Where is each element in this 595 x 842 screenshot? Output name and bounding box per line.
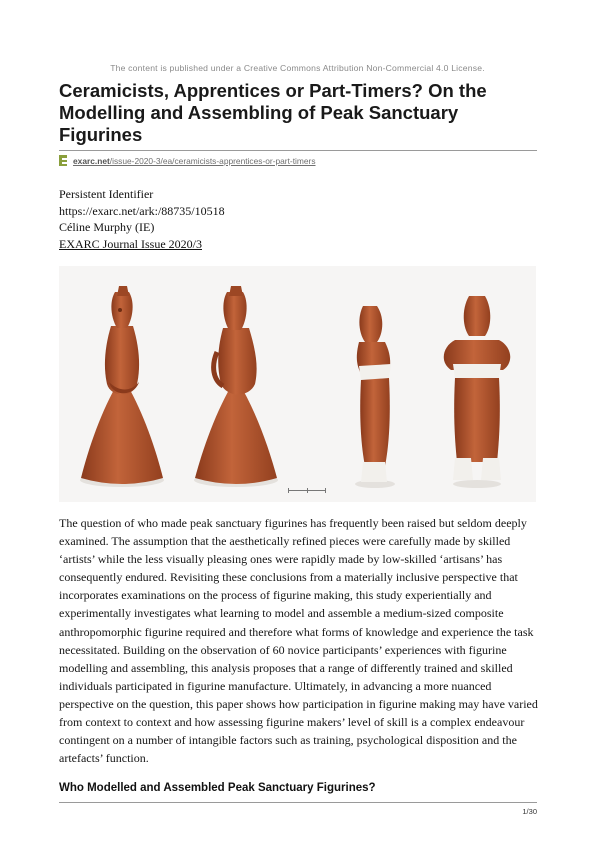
author: Céline Murphy (IE) bbox=[59, 220, 155, 234]
figurine-3 bbox=[355, 306, 395, 488]
page-number: 1/30 bbox=[522, 807, 537, 816]
url-domain: exarc.net bbox=[73, 156, 110, 166]
source-url[interactable] bbox=[73, 156, 316, 166]
figurine-photo-icon bbox=[59, 266, 536, 502]
figurine-4 bbox=[444, 296, 510, 488]
source-url-row bbox=[59, 150, 537, 169]
journal-link[interactable]: EXARC Journal Issue 2020/3 bbox=[59, 236, 202, 251]
abstract-paragraph: The question of who made peak sanctuary figurines has frequently been raised but seldom deeply examined. The assumption that the aesthetically refined pieces were carefully made by skilled ‘artists’ while the less visually pleasing ones were rapidly made by low-skilled ‘artisans’ has consequently endured. Revisiting these conclusions from a materially inclusive perspective that incorporates examinations on the process of figurine making, this study experientially and experimentally investigates what learning to model and assemble a medium-sized composite anthropomorphic figurine required and therefore what forms of knowledge and experience the task necessitated. Building on the observation of 60 novice participants’ experiences with figurine modelling and assembling, this analysis proposes that a range of differently trained and skilled individuals participated in figurine manufacture. Ultimately, in advancing a more nuanced perspective on the question, this paper shows how participation in figurine making may have varied from context to context and how assessing figurine makers’ level of skill is a complex endeavour contingent on a number of intangible factors such as training, psychological disposition and the artefacts’ function. bbox=[59, 516, 538, 766]
scale-bar bbox=[288, 488, 326, 494]
article-meta bbox=[59, 186, 225, 252]
pid-value: https://exarc.net/ark:/88735/10518 bbox=[59, 203, 225, 218]
url-path: /issue-2020-3/ea/ceramicists-apprentices-or-part-timers bbox=[109, 156, 316, 166]
section-heading: Who Modelled and Assembled Peak Sanctuary Figurines? bbox=[59, 782, 376, 794]
exarc-logo-icon bbox=[59, 155, 67, 166]
figurine-photo bbox=[59, 266, 536, 502]
pid-label: Persistent Identifier bbox=[59, 187, 154, 201]
figurine-1 bbox=[80, 286, 164, 487]
figurine-2 bbox=[194, 286, 278, 487]
license-notice: The content is published under a Creative Commons Attribution Non-Commercial 4.0 License. bbox=[110, 63, 485, 73]
footer-divider bbox=[59, 802, 537, 803]
source-url-link[interactable] bbox=[73, 156, 316, 166]
article-title: Ceramicists, Apprentices or Part-Timers? On the Modelling and Assembling of Peak Sanctuary Figurines bbox=[59, 80, 487, 145]
